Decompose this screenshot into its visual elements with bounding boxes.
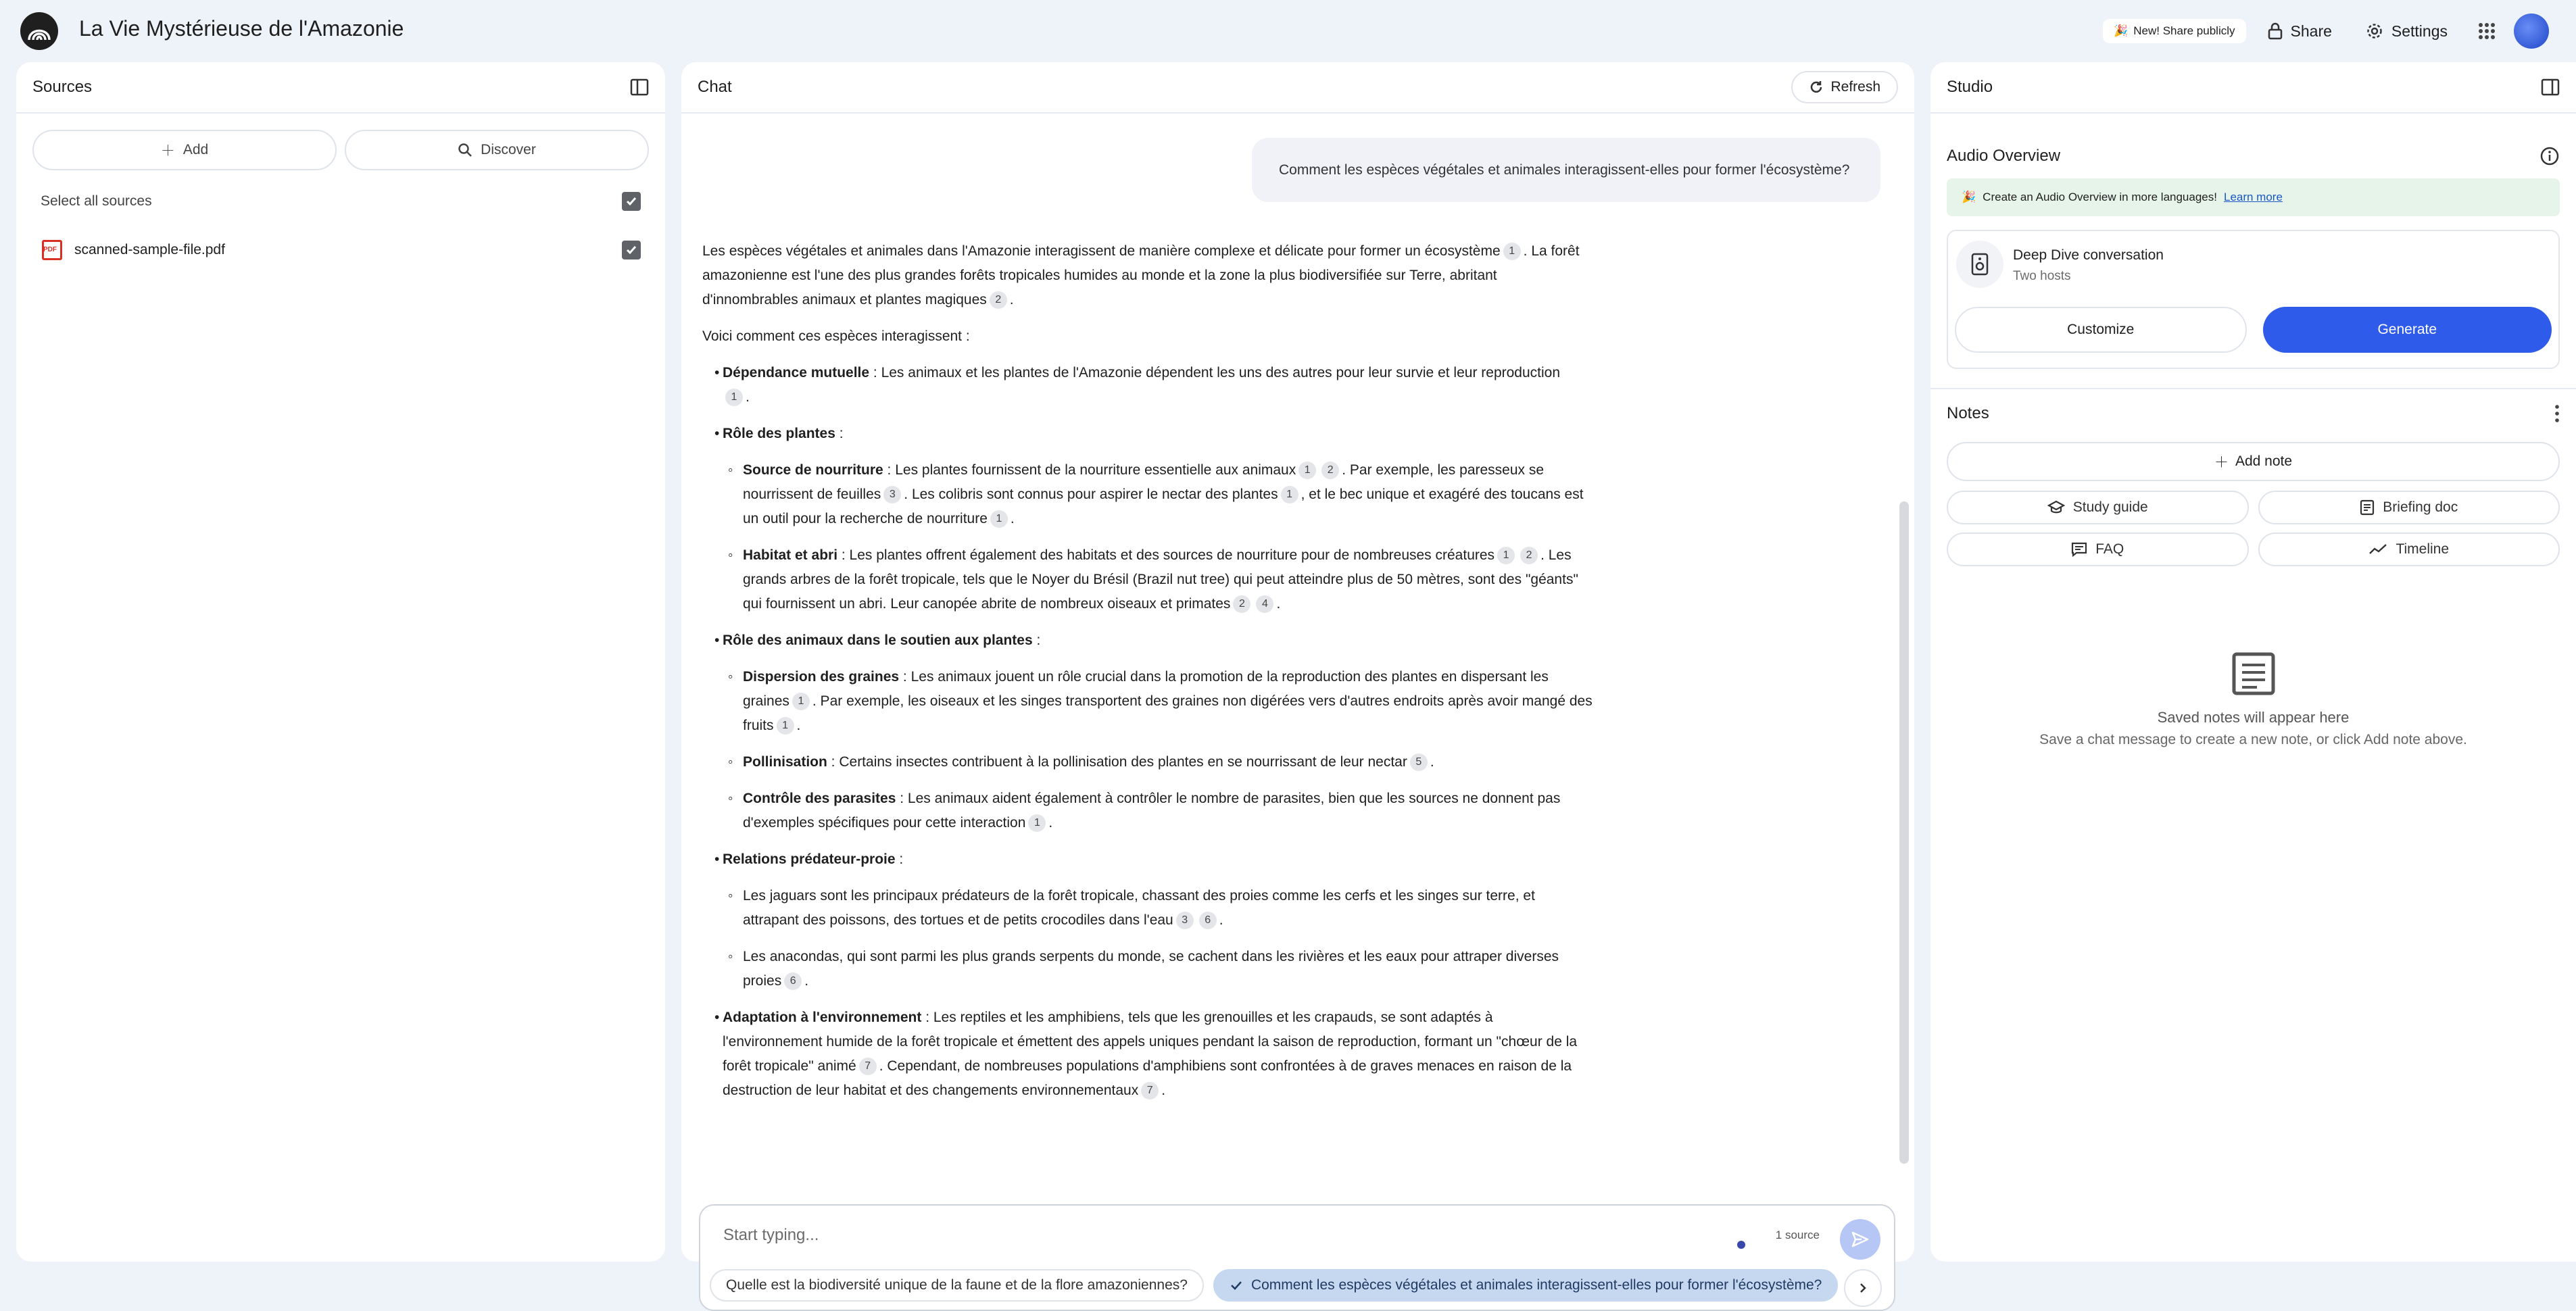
- refresh-icon: [1809, 80, 1824, 95]
- answer-text: . La forêt amazonienne est l'une des plus grandes forêts tropicales humides au monde et la zone la plus biodiversifiée sur Terre, abritant d'innombrables animaux et plantes magiques: [702, 243, 1580, 307]
- answer-subbullet: ◦ Dispersion des graines : Les animaux jouent un rôle crucial dans la promotion de la reproduction des plantes en dispersant les graines 1 . Par exemple, les oiseaux et les singes transportent des graines non digérées vers d'autres endroits après avoir mangé des fruits 1 .: [702, 665, 1595, 738]
- bullet-title: Source de nourriture: [743, 462, 883, 478]
- notes-title: Notes: [1947, 404, 1989, 422]
- citation-chip[interactable]: 2: [1321, 462, 1339, 479]
- citation-chip[interactable]: 2: [1520, 547, 1538, 564]
- settings-label: Settings: [2391, 22, 2448, 40]
- source-count: 1 source: [1775, 1229, 1820, 1241]
- citation-chip[interactable]: 1: [1281, 486, 1298, 503]
- bullet-text: : Les plantes offrent également des habitats et des sources de nourriture pour de nombreuses créatures: [837, 547, 1495, 563]
- send-button[interactable]: [1840, 1219, 1880, 1260]
- suggestion-text: Quelle est la biodiversité unique de la faune et de la flore amazoniennes?: [726, 1277, 1188, 1293]
- share-label: Share: [2290, 22, 2332, 40]
- suggestion-chip[interactable]: [1213, 1269, 1838, 1302]
- timeline-label: Timeline: [2396, 541, 2450, 557]
- sources-panel: [16, 62, 665, 1262]
- citation-chip[interactable]: 1: [1028, 814, 1046, 832]
- bullet-title: Habitat et abri: [743, 547, 838, 563]
- banner-text: Create an Audio Overview in more languages!: [1983, 191, 2217, 203]
- bullet-text: . Par exemple, les paresseux se nourrissent de feuilles: [743, 462, 1545, 502]
- bullet-title: Relations prédateur-proie: [723, 851, 896, 867]
- bullet-text: , et le bec unique et exagéré des toucans est un outil pour la recherche de nourriture: [743, 487, 1584, 526]
- user-message-text: Comment les espèces végétales et animales interagissent-elles pour former l'écosystème?: [1279, 162, 1850, 178]
- plus-icon: ＋: [160, 143, 175, 159]
- deep-dive-subtitle: Two hosts: [2013, 269, 2071, 283]
- lock-icon: [2268, 22, 2283, 40]
- check-icon: [625, 244, 637, 256]
- briefing-doc-label: Briefing doc: [2383, 499, 2458, 515]
- citation-chip[interactable]: 1: [725, 389, 743, 406]
- empty-notes-title: Saved notes will appear here: [2157, 709, 2350, 726]
- status-dot: [1737, 1241, 1745, 1249]
- refresh-label: Refresh: [1830, 79, 1880, 95]
- more-vert-icon[interactable]: [2554, 404, 2560, 423]
- check-icon: [625, 195, 637, 207]
- chat-title: Chat: [698, 78, 732, 96]
- timeline-icon: [2368, 543, 2387, 556]
- citation-chip[interactable]: 1: [792, 693, 810, 710]
- answer-bullet: • Rôle des plantes :: [702, 422, 1595, 446]
- bullet-text: : Les plantes fournissent de la nourriture essentielle aux animaux: [883, 462, 1296, 478]
- citation-chip[interactable]: 3: [1176, 912, 1194, 929]
- bullet-text: . Par exemple, les oiseaux et les singes transportent des graines non digérées vers d'autres endroits après avoir mangé des fruits: [743, 693, 1593, 733]
- chat-scrollbar[interactable]: [1899, 501, 1909, 1164]
- citation-chip[interactable]: 3: [883, 486, 901, 503]
- notes-empty-state: [1930, 650, 2576, 748]
- apps-grid-icon[interactable]: [2469, 14, 2504, 49]
- bullet-title: Rôle des animaux dans le soutien aux plantes: [723, 633, 1033, 648]
- next-suggestions-button[interactable]: [1844, 1269, 1882, 1307]
- citation-chip[interactable]: 7: [1141, 1082, 1159, 1099]
- chat-input-area: [699, 1204, 1895, 1311]
- user-avatar[interactable]: [2514, 14, 2549, 49]
- answer-subbullet: ◦ Les anacondas, qui sont parmi les plus grands serpents du monde, se cachent dans les rivières et les eaux pour attraper diverses proies 6 .: [702, 945, 1595, 993]
- select-all-label: Select all sources: [41, 193, 152, 209]
- bullet-text: Les jaguars sont les principaux prédateurs de la forêt tropicale, chassant des proies comme les cerfs et les singes sur terre, et attrapant des poissons, des tortues et de petits crocodiles dans l'eau: [743, 888, 1535, 928]
- bullet-text: . Les colibris sont connus pour aspirer le nectar des plantes: [904, 487, 1278, 502]
- audio-overview-header: [1930, 134, 2576, 178]
- chat-input[interactable]: Start typing...: [723, 1226, 819, 1244]
- bullet-title: Adaptation à l'environnement: [723, 1010, 922, 1025]
- select-all-checkbox[interactable]: [622, 192, 641, 211]
- generate-button[interactable]: [2263, 307, 2552, 353]
- add-source-button[interactable]: [32, 130, 337, 170]
- share-publicly-badge[interactable]: [2103, 19, 2245, 43]
- answer-subbullet: ◦ Source de nourriture : Les plantes fournissent de la nourriture essentielle aux animaux 1 2 . Par exemple, les paresseux se nourrissent de feuilles 3 . Les colibris sont connus pour aspirer le nectar des plantes 1 , et le bec unique et exagéré des toucans est un outil pour la recherche de nourriture 1 .: [702, 458, 1595, 531]
- bullet-title: Rôle des plantes: [723, 426, 835, 441]
- answer-paragraph: Les espèces végétales et animales dans l'Amazonie interagissent de manière complexe et délicate pour former un écosystème 1 . La forêt amazonienne est l'une des plus grandes forêts tropicales humides au monde et la zone la plus biodiversifiée sur Terre, abritant d'innombrables animaux et plantes magiques 2 .: [702, 239, 1595, 312]
- citation-chip[interactable]: 1: [1497, 547, 1515, 564]
- assistant-answer: [702, 239, 1595, 1115]
- sources-title: Sources: [32, 78, 93, 96]
- party-icon: 🎉: [2114, 24, 2129, 37]
- refresh-button[interactable]: [1791, 71, 1898, 103]
- send-icon: [1851, 1230, 1870, 1249]
- bullet-text: : Les reptiles et les amphibiens, tels que les grenouilles et les crapauds, se sont adaptés à l'environnement humide de la forêt tropicale et émettent des appels uniques pendant la saison de reproduction, formant un "chœur de la forêt tropicale" animé: [723, 1010, 1578, 1074]
- answer-subbullet: ◦ Pollinisation : Certains insectes contribuent à la pollinisation des plantes en se nourrissant de leur nectar 5 .: [702, 750, 1595, 774]
- learn-more-link[interactable]: Learn more: [2223, 191, 2283, 203]
- answer-bullet: • Dépendance mutuelle : Les animaux et les plantes de l'Amazonie dépendent les uns des autres pour leur survie et leur reproduction 1 .: [702, 361, 1595, 410]
- document-icon: [2360, 499, 2375, 516]
- citation-chip[interactable]: 7: [859, 1058, 877, 1075]
- discover-label: Discover: [481, 142, 536, 157]
- share-publicly-label: New! Share publicly: [2133, 24, 2235, 37]
- citation-chip[interactable]: 1: [1298, 462, 1316, 479]
- citation-chip[interactable]: 6: [784, 972, 802, 990]
- chevron-right-icon: [1857, 1282, 1869, 1294]
- answer-subbullet: ◦ Habitat et abri : Les plantes offrent également des habitats et des sources de nourriture pour de nombreuses créatures 1 2 . Les grands arbres de la forêt tropicale, tels que le Noyer du Brésil (Brazil nut tree) qui peut atteindre plus de 50 mètres, sont des "géants" qui fournissent un abri. Leur canopée abrite de nombreux oiseaux et primates 2 4 .: [702, 543, 1595, 616]
- bullet-title: Pollinisation: [743, 754, 827, 770]
- suggestion-chip[interactable]: [710, 1269, 1204, 1302]
- bullet-title: Dispersion des graines: [743, 669, 900, 685]
- app-logo-icon[interactable]: [20, 12, 58, 50]
- bullet-text: : Les animaux jouent un rôle crucial dans la promotion de la reproduction des plantes en dispersant les graines: [743, 669, 1549, 709]
- empty-notes-subtitle: Save a chat message to create a new note, or click Add note above.: [2039, 732, 2467, 747]
- deep-dive-card: [1947, 230, 2560, 369]
- discover-button[interactable]: [345, 130, 649, 170]
- source-name: scanned-sample-file.pdf: [74, 242, 225, 257]
- faq-button[interactable]: [1947, 533, 2249, 566]
- bullet-title: Contrôle des parasites: [743, 791, 896, 806]
- generate-label: Generate: [2377, 322, 2437, 337]
- note-icon: [2230, 650, 2277, 697]
- answer-subbullet: ◦ Les jaguars sont les principaux prédateurs de la forêt tropicale, chassant des proies comme les cerfs et les singes sur terre, et attrapant des poissons, des tortues et de petits crocodiles dans l'eau 3 6 .: [702, 884, 1595, 933]
- settings-button[interactable]: [2354, 17, 2460, 46]
- top-bar: [0, 0, 2576, 62]
- deep-dive-title: Deep Dive conversation: [2013, 247, 2164, 263]
- citation-chip[interactable]: 1: [990, 510, 1008, 528]
- share-button[interactable]: [2256, 17, 2344, 46]
- collapse-panel-icon[interactable]: [630, 78, 649, 97]
- plus-icon: ＋: [2214, 455, 2229, 470]
- chat-header: [681, 62, 1914, 114]
- answer-intro: Voici comment ces espèces interagissent :: [702, 328, 970, 344]
- audio-overview-title: Audio Overview: [1947, 147, 2061, 165]
- user-message: [1252, 138, 1880, 202]
- answer-bullet: • Rôle des animaux dans le soutien aux plantes :: [702, 628, 1595, 653]
- customize-button[interactable]: [1955, 307, 2247, 353]
- suggestions-row: [710, 1269, 1838, 1302]
- faq-label: FAQ: [2095, 541, 2124, 557]
- add-note-label: Add note: [2235, 453, 2293, 469]
- gear-icon: [2366, 22, 2383, 40]
- chat-panel: [681, 62, 1914, 1293]
- source-checkbox[interactable]: [622, 241, 641, 259]
- citation-chip[interactable]: 5: [1410, 753, 1428, 771]
- bullet-title: Dépendance mutuelle: [723, 365, 870, 380]
- studio-title: Studio: [1947, 78, 1993, 96]
- check-icon: [1230, 1279, 1243, 1292]
- source-item[interactable]: [16, 226, 665, 274]
- answer-text: Les espèces végétales et animales dans l'Amazonie interagissent de manière complexe et délicate pour former un écosystème: [702, 243, 1501, 259]
- bullet-text: . Cependant, de nombreuses populations d'amphibiens sont confrontées à de graves menaces en raison de la destruction de leur habitat et des changements environnementaux: [723, 1058, 1572, 1098]
- citation-chip[interactable]: 4: [1256, 595, 1273, 613]
- sources-header: [16, 62, 665, 114]
- suggestion-text: Comment les espèces végétales et animales interagissent-elles pour former l'écosystème?: [1250, 1277, 1822, 1293]
- customize-label: Customize: [2067, 322, 2135, 337]
- graduation-cap-icon: [2047, 500, 2065, 515]
- info-icon[interactable]: [2539, 146, 2560, 166]
- notes-header: [1930, 389, 2576, 438]
- briefing-doc-button[interactable]: [2258, 491, 2560, 524]
- answer-subbullet: ◦ Contrôle des parasites : Les animaux aident également à contrôler le nombre de parasites, bien que les sources ne donnent pas d'exemples spécifiques pour cette interaction 1 .: [702, 787, 1595, 835]
- citation-chip[interactable]: 1: [1503, 243, 1521, 260]
- citation-chip[interactable]: 1: [777, 717, 794, 735]
- answer-bullet: • Relations prédateur-proie :: [702, 847, 1595, 872]
- timeline-button[interactable]: [2258, 533, 2560, 566]
- studio-header: [1930, 62, 2576, 114]
- studio-panel: [1930, 62, 2576, 1262]
- pdf-icon: [42, 240, 62, 260]
- study-guide-button[interactable]: [1947, 491, 2249, 524]
- add-note-button[interactable]: [1947, 442, 2560, 481]
- notebook-title[interactable]: La Vie Mystérieuse de l'Amazonie: [79, 16, 404, 41]
- study-guide-label: Study guide: [2072, 499, 2148, 515]
- bullet-text: : Certains insectes contribuent à la pollinisation des plantes en se nourrissant de leur nectar: [827, 754, 1407, 770]
- citation-chip[interactable]: 2: [1233, 595, 1250, 613]
- add-source-label: Add: [183, 142, 209, 157]
- languages-banner: [1947, 178, 2560, 216]
- select-all-row: [16, 177, 665, 226]
- citation-chip[interactable]: 2: [990, 291, 1007, 309]
- bullet-text: : Les animaux aident également à contrôler le nombre de parasites, bien que les sources ne donnent pas d'exemples spécifiques pour cette interaction: [743, 791, 1561, 831]
- citation-chip[interactable]: 6: [1199, 912, 1217, 929]
- collapse-panel-icon[interactable]: [2541, 78, 2560, 97]
- faq-icon: [2071, 542, 2087, 557]
- discover-search-icon: [458, 143, 472, 157]
- audio-file-icon: [1956, 241, 2003, 288]
- bullet-text: . Les grands arbres de la forêt tropicale, tels que le Noyer du Brésil (Brazil nut tree) qui peut atteindre plus de 50 mètres, sont des "géants" qui fournissent un abri. Leur canopée abrite de nombreux oiseaux et primates: [743, 547, 1578, 612]
- answer-bullet: • Adaptation à l'environnement : Les reptiles et les amphibiens, tels que les grenouilles et les crapauds, se sont adaptés à l'environnement humide de la forêt tropicale et émettent des appels uniques pendant la saison de reproduction, formant un "chœur de la forêt tropicale" animé 7 . Cependant, de nombreuses populations d'amphibiens sont confrontées à de graves menaces en raison de la destruction de leur habitat et des changements environnementaux 7 .: [702, 1006, 1595, 1103]
- party-icon: 🎉: [1962, 191, 1976, 203]
- bullet-text: Les anacondas, qui sont parmi les plus grands serpents du monde, se cachent dans les rivières et les eaux pour attraper diverses proies: [743, 949, 1559, 989]
- bullet-text: : Les animaux et les plantes de l'Amazonie dépendent les uns des autres pour leur survie et leur reproduction: [869, 365, 1561, 380]
